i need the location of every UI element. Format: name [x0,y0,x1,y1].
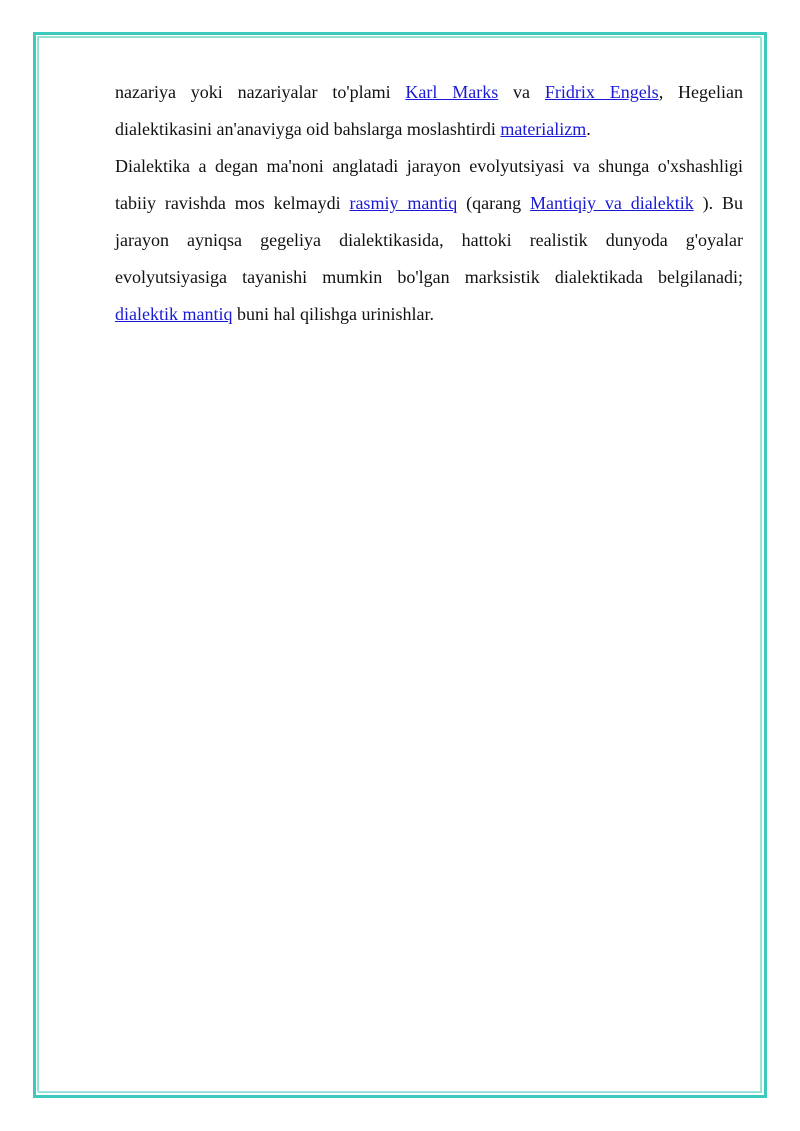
link-mantiqiy-va-dialektik[interactable]: Mantiqiy va dialektik [530,193,694,213]
paragraph-2 [115,148,743,333]
paragraph-1-text-4: . [586,119,591,139]
paragraph-1-text-3: , Hegelian dialektikasini an'anaviyga oid bahslarga moslashtirdi [115,82,743,139]
paragraph-2-text-1: Dialektika a degan ma'noni anglatadi jarayon evolyutsiyasi va shunga o'xshashligi tabiiy ravishda mos kelmaydi [115,156,743,213]
paragraph-2-text-2: (qarang [457,193,531,213]
link-materializm[interactable]: materializm [500,119,587,139]
link-karl-marks[interactable]: Karl Marks [405,82,499,102]
paragraph-2-text-4: buni hal qilishga urinishlar. [232,304,434,324]
paragraph-1-text-1: nazariya yoki nazariyalar to'plami [115,82,406,102]
paragraph-1-text-2: va [498,82,545,102]
link-fridrix-engels[interactable]: Fridrix Engels [544,82,659,102]
paragraph-2-text-3: ). Bu jarayon ayniqsa gegeliya dialektikasida, hattoki realistik dunyoda g'oyalar evolyutsiyasiga tayanishi mumkin bo'lgan marksistik dialektikada belgilanadi; [115,193,743,287]
link-dialektik-mantiq[interactable]: dialektik mantiq [115,304,233,324]
document-body [115,74,743,333]
paragraph-1 [115,74,743,148]
link-rasmiy-mantiq[interactable]: rasmiy mantiq [349,193,458,213]
